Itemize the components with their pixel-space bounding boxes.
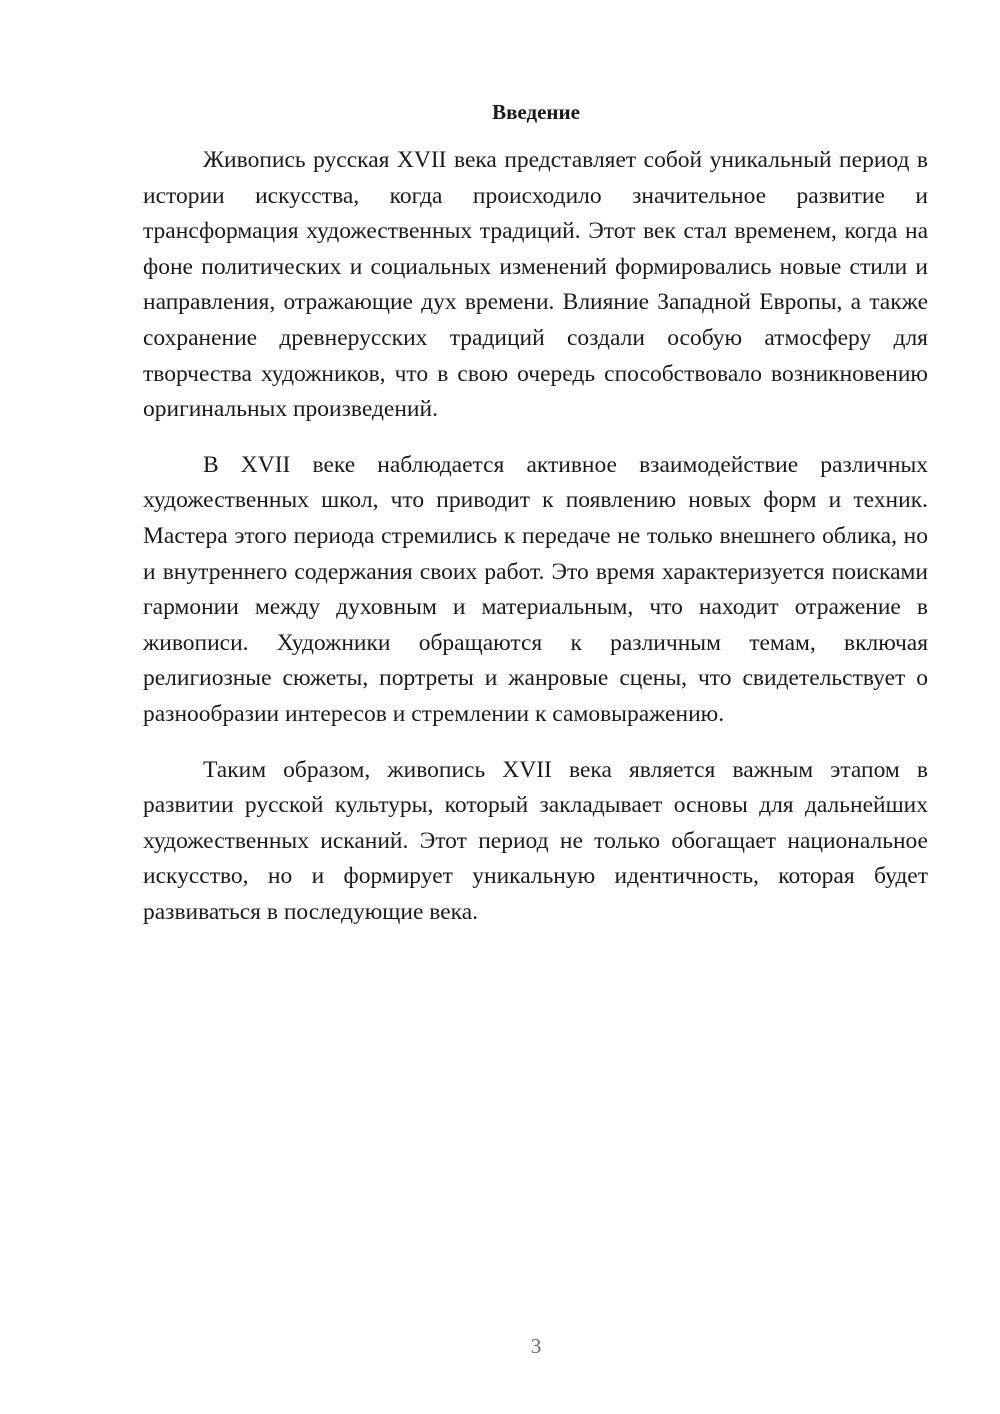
paragraph-2: В XVII веке наблюдается активное взаимодействие различных художественных школ, что приводит к появлению новых форм и техник. Мастера этого периода стремились к передаче не только внешнего облика, но и внутреннего содержания своих работ. Это время характеризуется поисками гармонии между духовным и материальным, что находит отражение в живописи. Художники обращаются к различным темам, включая религиозные сюжеты, портреты и жанровые сцены, что свидетельствует о разнообразии интересов и стремлении к самовыражению. [143,451,928,727]
page-number: 3 [530,1334,542,1358]
section-heading: Введение [492,100,580,124]
paragraph-1: Живопись русская XVII века представляет собой уникальный период в истории искусства, когда происходило значительное развитие и трансформация художественных традиций. Этот век стал временем, когда на фоне политических и социальных изменений формировались новые стили и направления, отражающие дух времени. Влияние Западной Европы, а также сохранение древнерусских традиций создали особую атмосферу для творчества художников, что в свою очередь способствовало возникновению оригинальных произведений. [143,147,928,423]
body-text [143,143,928,950]
paragraph-3: Таким образом, живопись XVII века является важным этапом в развитии русской культуры, который закладывает основы для дальнейших художественных исканий. Этот период не только обогащает национальное искусство, но и формирует уникальную идентичность, которая будет развиваться в последующие века. [143,756,928,925]
